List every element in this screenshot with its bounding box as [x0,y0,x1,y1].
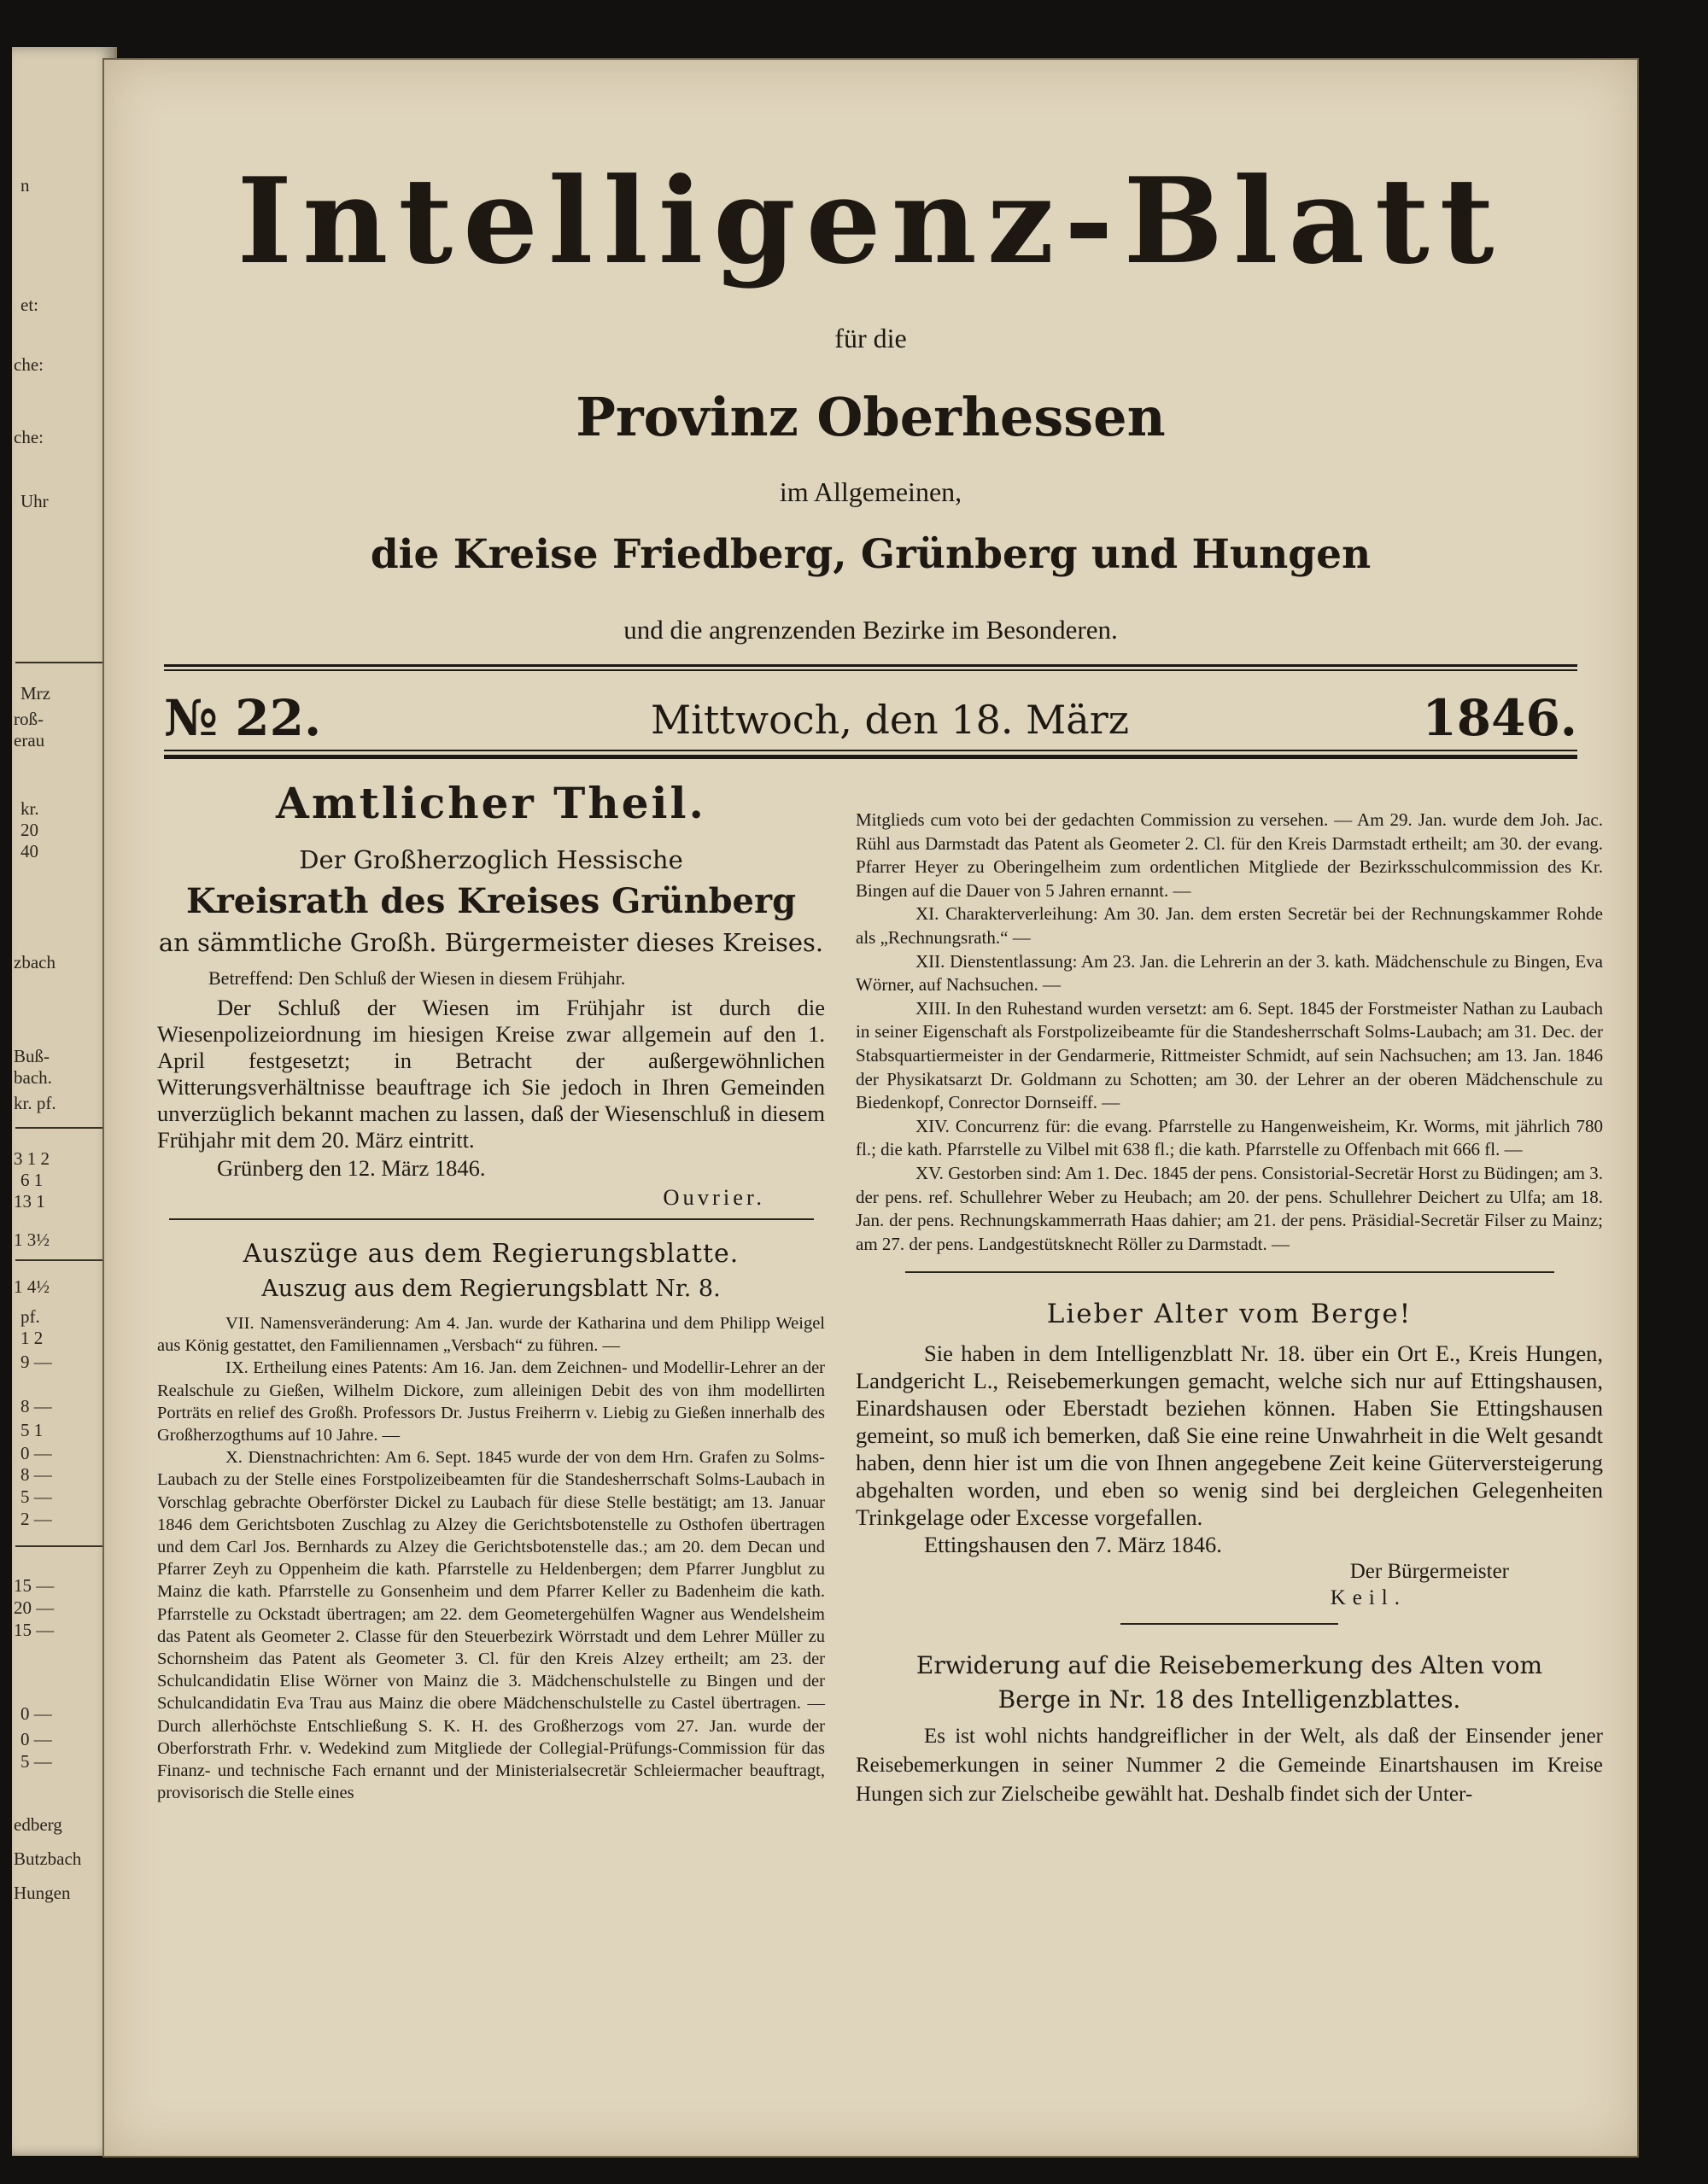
issue-number: № 22. [164,689,322,747]
issue-date: Mittwoch, den 18. März [651,697,1129,743]
previous-page-rule [15,1545,111,1547]
previous-page-fragment: Mrz [20,683,50,704]
previous-page-rule [15,1259,111,1261]
previous-page-rule [15,1127,111,1129]
continuation-text: Mitglieds cum voto bei der gedachten Commission zu versehen. — Am 29. Jan. wurde dem Joh. Jac. Rühl aus Darmstadt das Patent als Geometer 2. Cl. für den Kreis Darmstadt ertheilt; am 30. der evang. Pfarrer Heyer zu Oberingelheim zum ordentlichen Mitgliede der Bezirksschulcommission des Kr. Bingen auf die Dauer von 5 Jahren ernannt. — [856,809,1603,901]
excerpt-item-ix: IX. Ertheilung eines Patents: Am 16. Jan. dem Zeichnen- und Modellir-Lehrer an der Realschule zu Gießen, Wilhelm Dickore, zum alleinigen Debit des von ihm modellirten Porträts en relief des Großh. Professors Dr. Justus Freiherrn v. Liebig zu Gießen innerhalb des Großherzogthums auf 10 Jahre. — [157,1358,825,1445]
right-column [856,809,1603,1809]
letter-title: Lieber Alter vom Berge! [1046,1299,1413,1330]
issue-rule-top [164,664,1577,667]
previous-page-fragment: Butzbach [14,1848,82,1869]
excerpts-title: Auszüge aus dem Regierungsblatte. [243,1239,740,1269]
issue-year: 1846. [1422,689,1577,747]
letter-signer-name: Keil. [1330,1586,1407,1610]
previous-page-fragment: kr. [20,798,39,819]
item-xiii: XIII. In den Ruhestand wurden versetzt: am 6. Sept. 1845 der Forstmeister Nathan zu Laubach in seiner Eigenschaft als Forstpolizeibeamte für die Standesherrschaft Solms-Laubach; am 31. Dec. der Stabsquartiermeister in der Gendarmerie, Rittmeister Schmidt, auf sein Nachsuchen; am 13. Jan. 1846 der Physikatsarzt Dr. Goldmann zu Schotten; am 30. der Lehrer an der oberen Mädchenschule zu Biedenkopf, Conrector Dornseiff. — [856,997,1603,1113]
previous-page-fragment: 20 — [14,1597,55,1618]
issue-rule-bottom-thin [164,750,1577,751]
previous-page-fragment: 5 — [20,1486,52,1507]
masthead-im-allgemeinen: im Allgemeinen, [779,476,962,507]
letter-place-date: Ettingshausen den 7. März 1846. [924,1532,1222,1558]
previous-page-fragment: 6 1 [20,1170,44,1190]
previous-page-fragment: 5 — [20,1751,52,1772]
previous-page-fragment: che: [14,354,44,375]
reply-title-line1: Erwiderung auf die Reisebemerkung des Alten vom [915,1651,1543,1680]
previous-page-fragment: n [20,175,30,196]
letter-signer-title: Der Bürgermeister [1349,1560,1509,1584]
previous-page-fragment: erau [14,730,45,750]
previous-page-fragment: bach. [14,1067,52,1088]
previous-page-fragment: 13 1 [14,1191,45,1212]
excerpt-item-vii: VII. Namensveränderung: Am 4. Jan. wurde der Katharina und dem Philipp Weigel aus König gestattet, den Familiennamen „Versbach“ zu führen. — [157,1314,825,1356]
previous-page-fragment: 1 4½ [14,1276,50,1297]
previous-page-fragment: 15 — [14,1620,55,1640]
section-title: Amtlicher Theil. [276,778,706,828]
previous-page-fragment: pf. [20,1306,40,1327]
previous-page-fragment: 0 — [20,1729,52,1749]
previous-page-fragment: 1 2 [20,1328,44,1348]
subject-line: Betreffend: Den Schluß der Wiesen in diesem Frühjahr. [208,967,626,989]
left-column [157,773,825,1804]
item-xiv: XIV. Concurrenz für: die evang. Pfarrstelle zu Hangenweisheim, Kr. Worms, mit jährlich 780 fl.; die kath. Pfarrstelle zu Vilbel mit 638 fl.; die kath. Pfarrstelle zu Offenbach mit 666 fl. — [856,1115,1603,1160]
letter-body: Sie haben in dem Intelligenzblatt Nr. 18. über ein Ort E., Kreis Hungen, Landgericht L., Reisebemerkungen gemacht, welche sich nur auf Ettingshausen, Einardshausen oder Eberstadt beziehen können. Haben Sie Ettingshausen gemeint, so muß ich bemerken, daß Sie eine reine Unwahrheit in die Welt gesandt haben, denn hier ist um die von Ihnen angegebene Zeit keine Güterversteigerung abgehalten worden, und eben so wenig sind bei dergleichen Gelegenheiten Trinkgelage oder Excesse vorgefallen. [856,1340,1603,1531]
previous-page-fragment: roß- [14,709,44,729]
previous-page-rule [15,662,111,663]
previous-page-fragment: et: [20,295,38,315]
previous-page-fragment: 0 — [20,1703,52,1724]
decree-signature: Ouvrier. [663,1184,765,1210]
previous-page-margin [12,47,117,2156]
newspaper-page [104,60,1637,2156]
item-xi: XI. Charakterverleihung: Am 30. Jan. dem ersten Secretär bei der Rechnungskammer Rohde als „Rechnungsrath.“ — [856,903,1603,948]
previous-page-fragment: che: [14,427,44,447]
previous-page-fragment: 1 3½ [14,1229,50,1250]
authority-line1: Der Großherzoglich Hessische [299,845,683,874]
reply-title-line2: Berge in Nr. 18 des Intelligenzblattes. [997,1685,1461,1714]
previous-page-fragment: edberg [14,1814,62,1835]
excerpt-subtitle: Auszug aus dem Regierungsblatt Nr. 8. [261,1276,721,1302]
authority-line3: an sämmtliche Großh. Bürgermeister dieses Kreises. [158,928,824,957]
previous-page-fragment: 40 [20,841,38,861]
decree-place-date: Grünberg den 12. März 1846. [217,1155,486,1181]
previous-page-fragment: Buß- [14,1046,50,1066]
decree-body: Der Schluß der Wiesen im Frühjahr ist durch die Wiesenpolizeiordnung im hiesigen Kreise zwar allgemein auf den 1. April festgesetzt; in Betracht der außergewöhnlichen Witterungsverhältnisse beauftrage ich Sie jedoch in Ihren Gemeinden unverzüglich bekannt machen zu lassen, daß der Wiesenschluß in diesem Frühjahr mit dem 20. März eintritt. [157,995,825,1153]
letter-separator [1120,1623,1338,1625]
previous-page-fragment: 5 1 [20,1420,44,1440]
previous-page-fragment: 15 — [14,1575,55,1596]
previous-page-fragment: 0 — [20,1443,52,1463]
issue-rule-top-thin [164,669,1577,671]
column-separator-right [905,1271,1554,1273]
previous-page-fragment: 9 — [20,1352,52,1372]
issue-rule-bottom [164,755,1577,759]
previous-page-fragment: 8 — [20,1464,52,1485]
reply-body: Es ist wohl nichts handgreiflicher in der Welt, als daß der Einsender jener Reisebemerkungen in seiner Nummer 2 die Gemeinde Einartshausen im Kreise Hungen sich zur Zielscheibe gewählt hat. Deshalb findet sich der Unter- [856,1725,1603,1807]
masthead-fuer-die: für die [834,323,907,353]
previous-page-fragment: 3 1 2 [14,1148,50,1169]
masthead-provinz: Provinz Oberhessen [576,386,1166,448]
previous-page-fragment: 8 — [20,1396,52,1416]
previous-page-fragment: Uhr [20,491,49,511]
previous-page-fragment: zbach [14,952,56,972]
masthead-title: Intelligenz-Blatt [237,151,1505,290]
item-xv: XV. Gestorben sind: Am 1. Dec. 1845 der pens. Consistorial-Secretär Horst zu Büdingen; am 3. der pens. ref. Schullehrer Weber zu Heubach; am 20. der pens. Schullehrer Deichert zu Ulfa; am 18. Jan. der pens. Rechnungskammerrath Haas dahier; am 21. der pens. Präsidial-Secretär Filser zu Mainz; am 27. der pens. Landgestütsknecht Röller zu Darmstadt. — [856,1162,1603,1254]
column-separator [169,1218,814,1220]
masthead-kreise: die Kreise Friedberg, Grünberg und Hungen [370,531,1372,578]
item-xii: XII. Dienstentlassung: Am 23. Jan. die Lehrerin an der 3. kath. Mädchenschule zu Bingen, Eva Wörner, auf Nachsuchen. — [856,950,1603,996]
previous-page-fragment: 20 [20,820,38,840]
previous-page-fragment: 2 — [20,1509,52,1529]
previous-page-fragment: kr. pf. [14,1093,56,1113]
authority-line2: Kreisrath des Kreises Grünberg [185,881,797,921]
masthead-bezirke: und die angrenzenden Bezirke im Besonderen. [623,615,1118,645]
previous-page-fragment: Hungen [14,1883,71,1903]
excerpt-item-x: X. Dienstnachrichten: Am 6. Sept. 1845 wurde der von dem Hrn. Grafen zu Solms-Laubach zu der Stelle eines Forstpolizeibeamten für die Standesherrschaft Solms-Laubach in Vorschlag gebrachte Oberförster Dickel zu Laubach für diese Stelle bestätigt; am 13. Januar 1846 dem Gerichtsboten Zuschlag zu Alzey die Gerichtsbotenstelle zu Osthofen übertragen und dem Carl Jos. Bernhards zu Alzey die Gerichtsbotenstelle das.; am 20. dem Decan und Pfarrer Zeyh zu Oppenheim die kath. Pfarrstelle zu Heldenbergen; dem Pfarrer Jungblut zu Mainz die kath. Pfarrstelle zu Gonsenheim und dem Pfarrer Keller zu Badenheim die kath. Pfarrstelle zu Ockstadt übertragen; am 22. dem Geometergehülfen Wagner aus Wendelsheim das Patent als Geometer 2. Classe für den Steuerbezirk Wörrstadt und dem Lehrer Müller zu Schornsheim das Patent als Geometer 3. Cl. für den Kreis Alzey ertheilt; am 23. der Schulcandidatin Elise Wörner von Mainz die 3. Mädchenschulstelle zu Bingen und der Schulcandidatin Eva Trau aus Mainz die obere Mädchenschulstelle zu Castel übertragen. — Durch allerhöchste Entschließung S. K. H. des Großherzogs vom 27. Jan. wurde der Oberforstrath Frhr. v. Wedekind zum Mitgliede der Collegial-Prüfungs-Commission für das Finanz- und technische Fach ernannt und der Ministerialsecretär Schleiermacher beauftragt, provisorisch die Stelle eines [157,1448,825,1803]
